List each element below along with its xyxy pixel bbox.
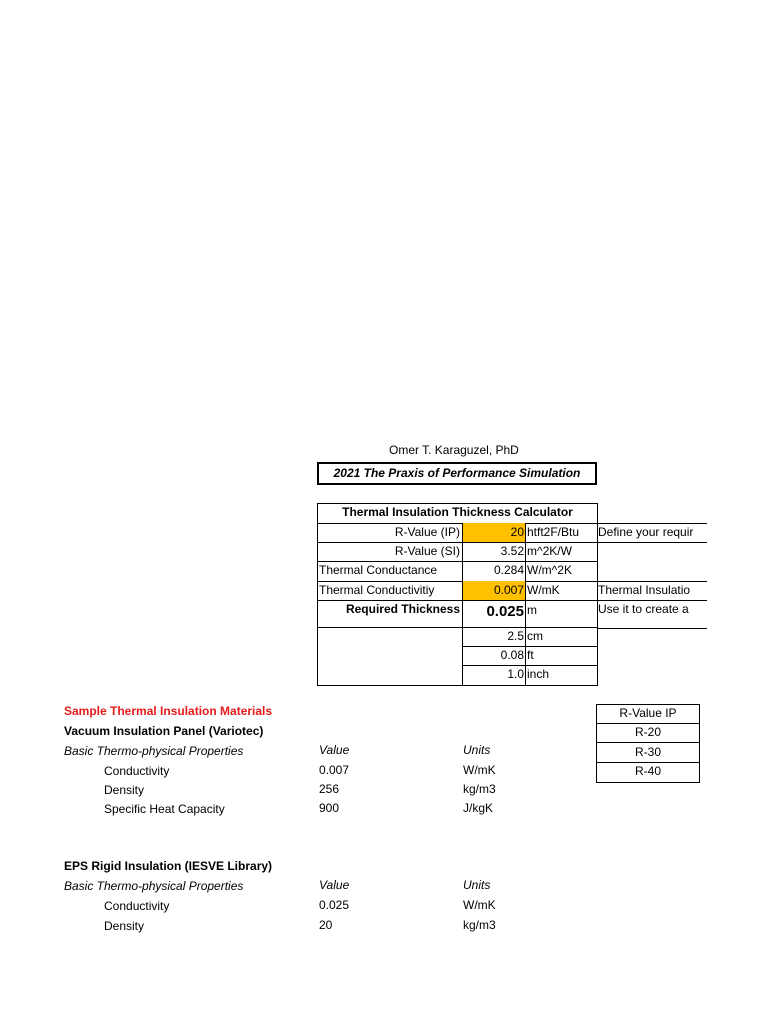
author-name: Omer T. Karaguzel, PhD bbox=[389, 443, 519, 457]
rvalue-ip-input[interactable]: 20 bbox=[463, 523, 525, 542]
value-header: Value bbox=[319, 743, 350, 757]
rvalue-table-header: R-Value IP bbox=[619, 706, 677, 720]
label-thermal-conductivity: Thermal Conductivitiy bbox=[319, 583, 435, 597]
subtitle-box bbox=[317, 462, 597, 485]
calculator-title: Thermal Insulation Thickness Calculator bbox=[342, 505, 573, 519]
property-value: 20 bbox=[319, 918, 333, 932]
value-required-thickness: 0.025 bbox=[486, 603, 524, 620]
conversion-value-cm: 2.5 bbox=[507, 629, 524, 643]
unit-required-thickness: m bbox=[527, 603, 537, 617]
conversion-unit-inch: inch bbox=[527, 667, 550, 681]
property-unit: J/kgK bbox=[463, 801, 494, 815]
units-header: Units bbox=[463, 743, 491, 757]
property-name: Conductivity bbox=[104, 899, 170, 913]
property-name: Density bbox=[104, 783, 145, 797]
unit-rvalue-si: m^2K/W bbox=[527, 544, 572, 558]
property-value: 0.007 bbox=[319, 763, 350, 777]
material-name: EPS Rigid Insulation (IESVE Library) bbox=[64, 859, 273, 873]
material-name: Vacuum Insulation Panel (Variotec) bbox=[64, 724, 264, 738]
property-name: Density bbox=[104, 919, 145, 933]
unit-thermal-conductance: W/m^2K bbox=[527, 563, 572, 577]
property-unit: W/mK bbox=[463, 898, 496, 912]
properties-heading: Basic Thermo-physical Properties bbox=[64, 879, 244, 893]
rvalue-option[interactable]: R-40 bbox=[634, 764, 661, 778]
label-rvalue-si: R-Value (SI) bbox=[394, 544, 460, 558]
rvalue-option[interactable]: R-20 bbox=[634, 725, 661, 739]
conversion-unit-cm: cm bbox=[527, 629, 543, 643]
property-unit: kg/m3 bbox=[463, 782, 496, 796]
value-rvalue-si: 3.52 bbox=[500, 544, 524, 558]
units-header: Units bbox=[463, 878, 491, 892]
property-unit: W/mK bbox=[463, 763, 496, 777]
label-thermal-conductance: Thermal Conductance bbox=[319, 563, 438, 577]
rvalue-option[interactable]: R-30 bbox=[634, 745, 661, 759]
samples-title: Sample Thermal Insulation Materials bbox=[64, 704, 273, 718]
value-header: Value bbox=[319, 878, 350, 892]
property-value: 0.025 bbox=[319, 898, 350, 912]
property-name: Specific Heat Capacity bbox=[104, 802, 225, 816]
property-value: 900 bbox=[319, 801, 340, 815]
note-use-it: Use it to create a bbox=[598, 602, 689, 616]
label-required-thickness: Required Thickness bbox=[345, 602, 460, 616]
conversion-value-ft: 0.08 bbox=[500, 648, 524, 662]
property-value: 256 bbox=[319, 782, 340, 796]
label-rvalue-ip: R-Value (IP) bbox=[394, 525, 460, 539]
note-thermal-insulation: Thermal Insulatio bbox=[598, 583, 691, 597]
unit-rvalue-ip: htft2F/Btu bbox=[527, 525, 580, 539]
conductivity-input[interactable]: 0.007 bbox=[463, 581, 525, 600]
property-unit: kg/m3 bbox=[463, 918, 496, 932]
subtitle-text: 2021 The Praxis of Performance Simulation bbox=[333, 466, 581, 480]
conversion-value-inch: 1.0 bbox=[507, 667, 524, 681]
properties-heading: Basic Thermo-physical Properties bbox=[64, 744, 244, 758]
unit-thermal-conductivity: W/mK bbox=[527, 583, 560, 597]
value-thermal-conductance: 0.284 bbox=[493, 563, 524, 577]
note-define-requirement: Define your requir bbox=[598, 525, 694, 539]
conversion-unit-ft: ft bbox=[527, 648, 534, 662]
property-name: Conductivity bbox=[104, 764, 170, 778]
